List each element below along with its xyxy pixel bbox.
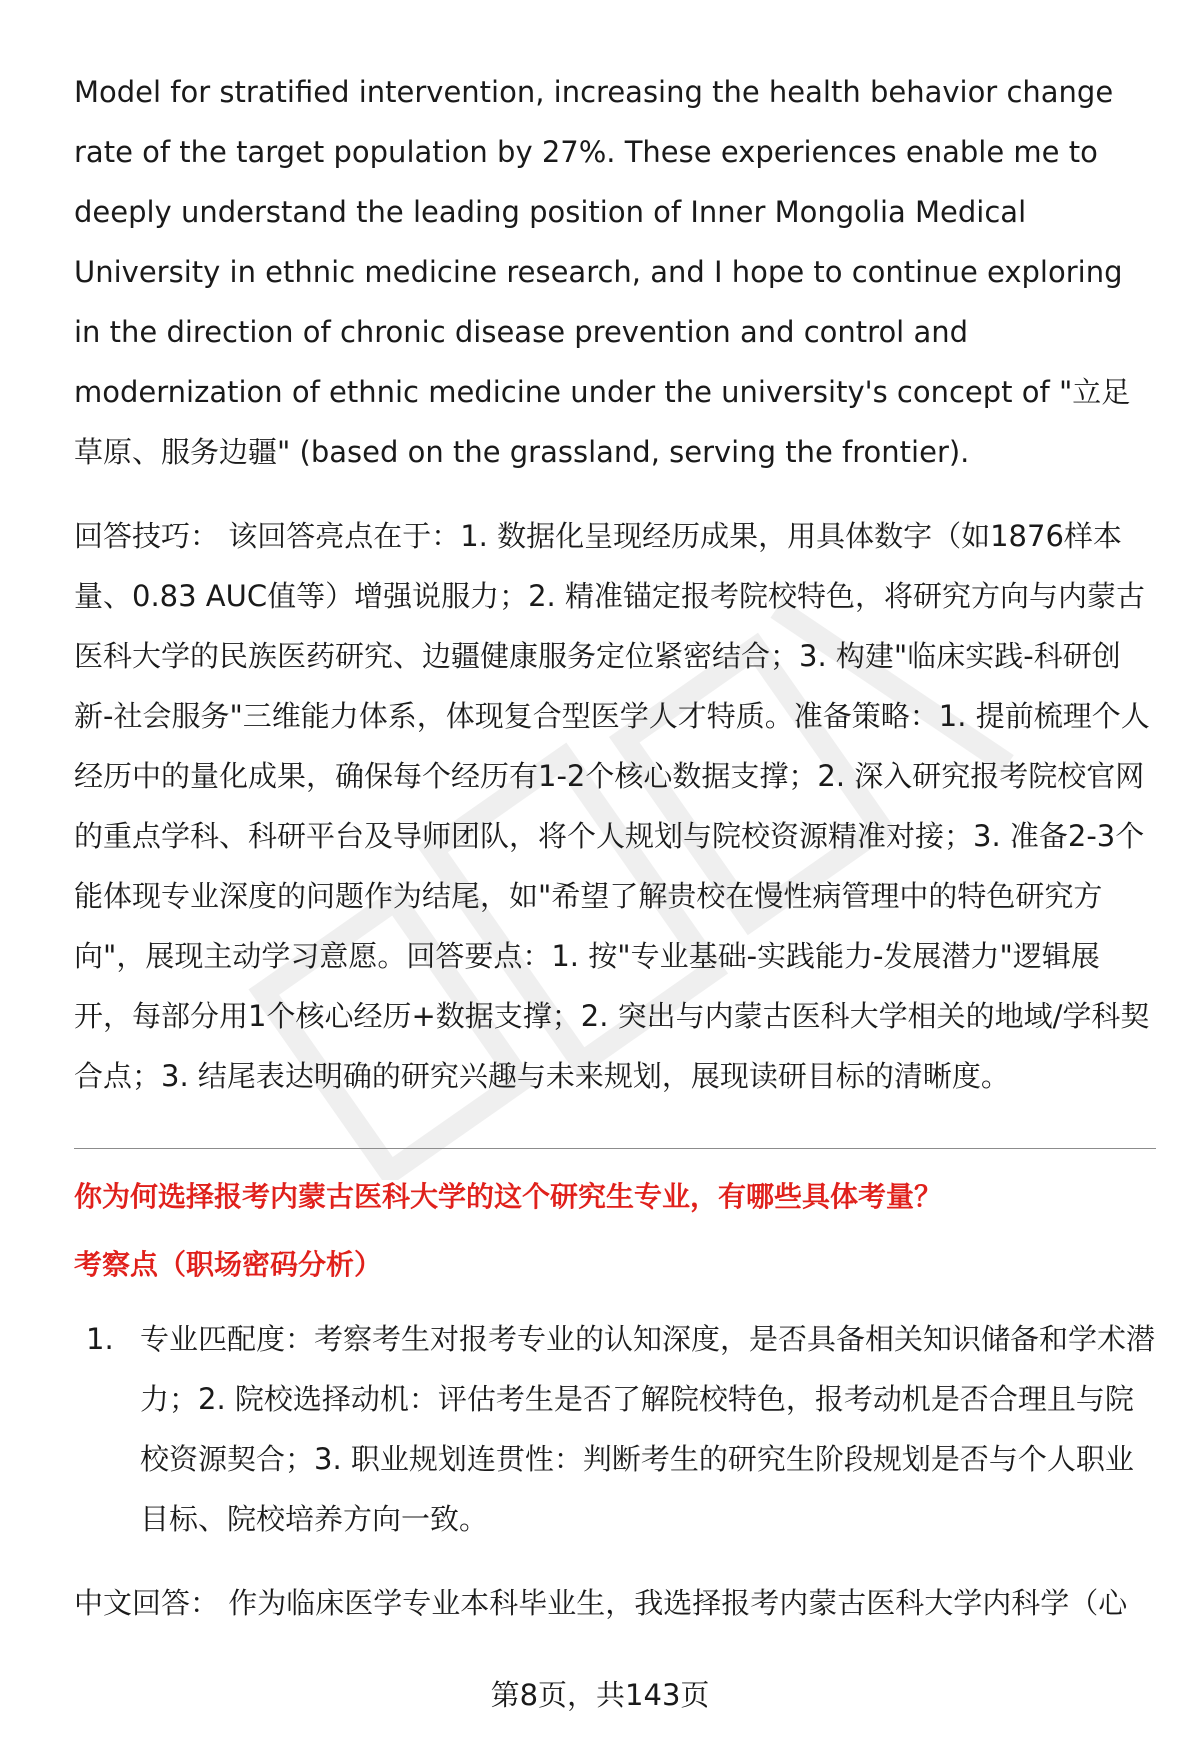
assessment-points-text: 专业匹配度：考察考生对报考专业的认知深度，是否具备相关知识储备和学术潜力；2. 院校选择动机：评估考生是否了解院校特色，报考动机是否合理且与院校资源契合；3. 职业规划连贯性：判断考生的研究生阶段规划是否与个人职业目标、院校培养方向一致。	[140, 1322, 1156, 1536]
document-page	[74, 62, 1156, 1633]
page-footer: 第8页，共143页	[490, 1678, 710, 1712]
assessment-points-list	[74, 1309, 1156, 1549]
chinese-answer-start: 中文回答： 作为临床医学专业本科毕业生，我选择报考内蒙古医科大学内科学（心	[74, 1586, 1128, 1620]
list-number: 1.	[86, 1322, 114, 1356]
english-answer-paragraph: Model for stratified intervention, increasing the health behavior change rate of the target population by 27%. These experiences enable me to deeply understand the leading position of Inner Mongolia Medical University in ethnic medicine research, and I hope to continue exploring in the direction of chronic disease prevention and control and modernization of ethnic medicine under the university's concept of "立足草原、服务边疆" (based on the grassland, serving the frontier).	[74, 75, 1131, 469]
question-heading: 你为何选择报考内蒙古医科大学的这个研究生专业，有哪些具体考量？	[74, 1180, 943, 1213]
answer-tips-paragraph: 回答技巧： 该回答亮点在于：1. 数据化呈现经历成果，用具体数字（如1876样本量、0.83 AUC值等）增强说服力；2. 精准锚定报考院校特色，将研究方向与内蒙古医科大学的民族医药研究、边疆健康服务定位紧密结合；3. 构建"临床实践-科研创新-社会服务"三维能力体系，体现复合型医学人才特质。准备策略：1. 提前梳理个人经历中的量化成果，确保每个经历有1-2个核心数据支撑；2. 深入研究报考院校官网的重点学科、科研平台及导师团队，将个人规划与院校资源精准对接；3. 准备2-3个能体现专业深度的问题作为结尾，如"希望了解贵校在慢性病管理中的特色研究方向"，展现主动学习意愿。回答要点：1. 按"专业基础-实践能力-发展潜力"逻辑展开，每部分用1个核心经历+数据支撑；2. 突出与内蒙古医科大学相关的地域/学科契合点；3. 结尾表达明确的研究兴趣与未来规划，展现读研目标的清晰度。	[74, 519, 1150, 1093]
assessment-points-heading: 考察点（职场密码分析）	[74, 1248, 383, 1281]
section-divider	[74, 1148, 1156, 1149]
